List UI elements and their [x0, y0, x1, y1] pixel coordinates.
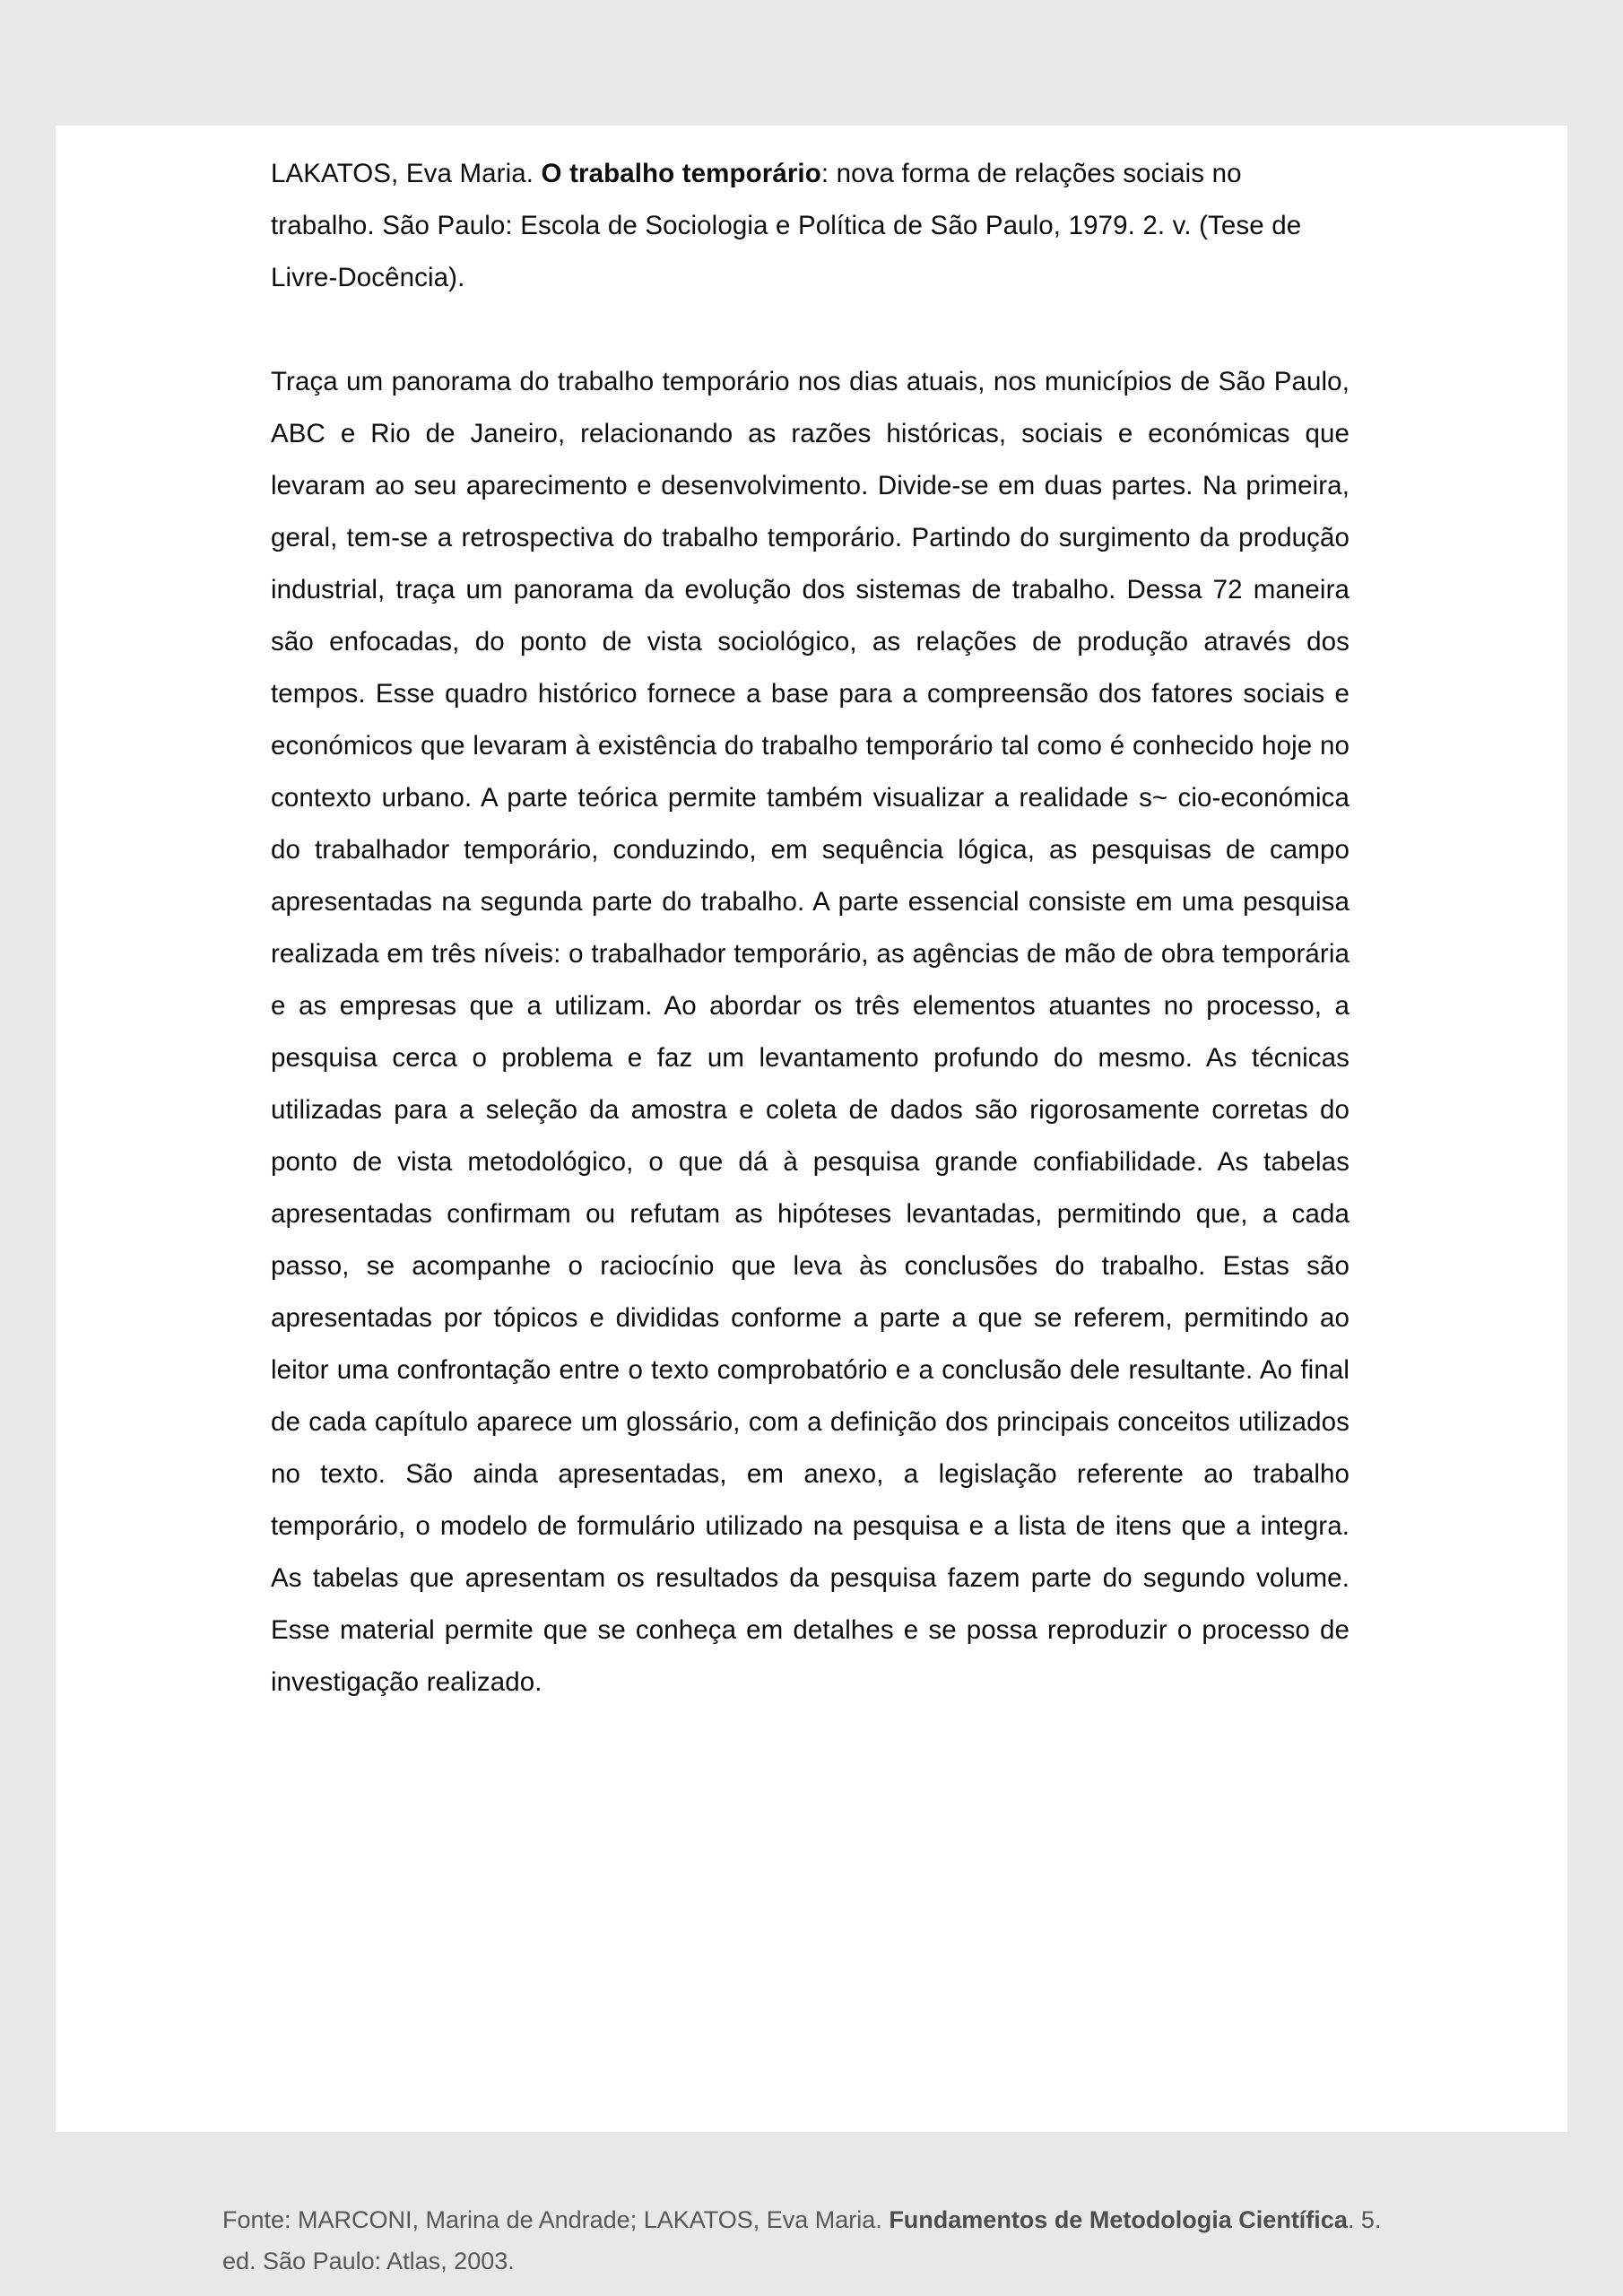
abstract-paragraph: Traça um panorama do trabalho temporário nos dias atuais, nos municípios de São Paulo, ABC e Rio de Janeiro, relacionando as razões históricas, sociais e económicas que levaram ao seu aparecimento e desenvolvimento. Divide-se em duas partes. Na primeira, geral, tem-se a retrospectiva do trabalho temporário. Partindo do surgimento da produção industrial, traça um panorama da evolução dos sistemas de trabalho. Dessa 72 maneira são enfocadas, do ponto de vista sociológico, as relações de produção através dos tempos. Esse quadro histórico fornece a base para a compreensão dos fatores sociais e económicos que levaram à existência do trabalho temporário tal como é conhecido hoje no contexto urbano. A parte teórica permite também visualizar a realidade s~ cio-económica do trabalhador temporário, conduzindo, em sequência lógica, as pesquisas de campo apresentadas na segunda parte do trabalho. A parte essencial consiste em uma pesquisa realizada em três níveis: o trabalhador temporário, as agências de mão de obra temporária e as empresas que a utilizam. Ao abordar os três elementos atuantes no processo, a pesquisa cerca o problema e faz um levantamento profundo do mesmo. As técnicas utilizadas para a seleção da amostra e coleta de dados são rigorosamente corretas do ponto de vista metodológico, o que dá à pesquisa grande confiabilidade. As tabelas apresentadas confirmam ou refutam as hipóteses levantadas, permitindo que, a cada passo, se acompanhe o raciocínio que leva às conclusões do trabalho. Estas são apresentadas por tópicos e divididas conforme a parte a que se referem, permitindo ao leitor uma confrontação entre o texto comprobatório e a conclusão dele resultante. Ao final de cada capítulo aparece um glossário, com a definição dos principais conceitos utilizados no texto. São ainda apresentadas, em anexo, a legislação referente ao trabalho temporário, o modelo de formulário utilizado na pesquisa e a lista de itens que a integra. As tabelas que apresentam os resultados da pesquisa fazem parte do segundo volume. Esse material permite que se conheça em detalhes e se possa reproduzir o processo de investigação realizado. [271, 367, 1350, 1697]
source-prefix: Fonte: MARCONI, Marina de Andrade; LAKATOS, Eva Maria. [222, 2206, 890, 2233]
document-page-card [56, 126, 1567, 2132]
citation-work-title: O trabalho temporário [541, 159, 821, 188]
page-text-column [271, 148, 1350, 1709]
source-suffix: . 5. ed. São Paulo: Atlas, 2003. [222, 2206, 1382, 2274]
citation-imprint: : nova forma de relações sociais no trabalho. São Paulo: Escola de Sociologia e Política de São Paulo, 1979. 2. v. (Tese de Livre-Docência). [271, 159, 1302, 292]
bibliographic-citation [271, 148, 1350, 304]
citation-author: LAKATOS, Eva Maria. [271, 159, 534, 188]
paragraph-spacer [271, 304, 1350, 356]
source-attribution [222, 2199, 1415, 2282]
source-title: Fundamentos de Metodologia Científica [889, 2206, 1348, 2233]
